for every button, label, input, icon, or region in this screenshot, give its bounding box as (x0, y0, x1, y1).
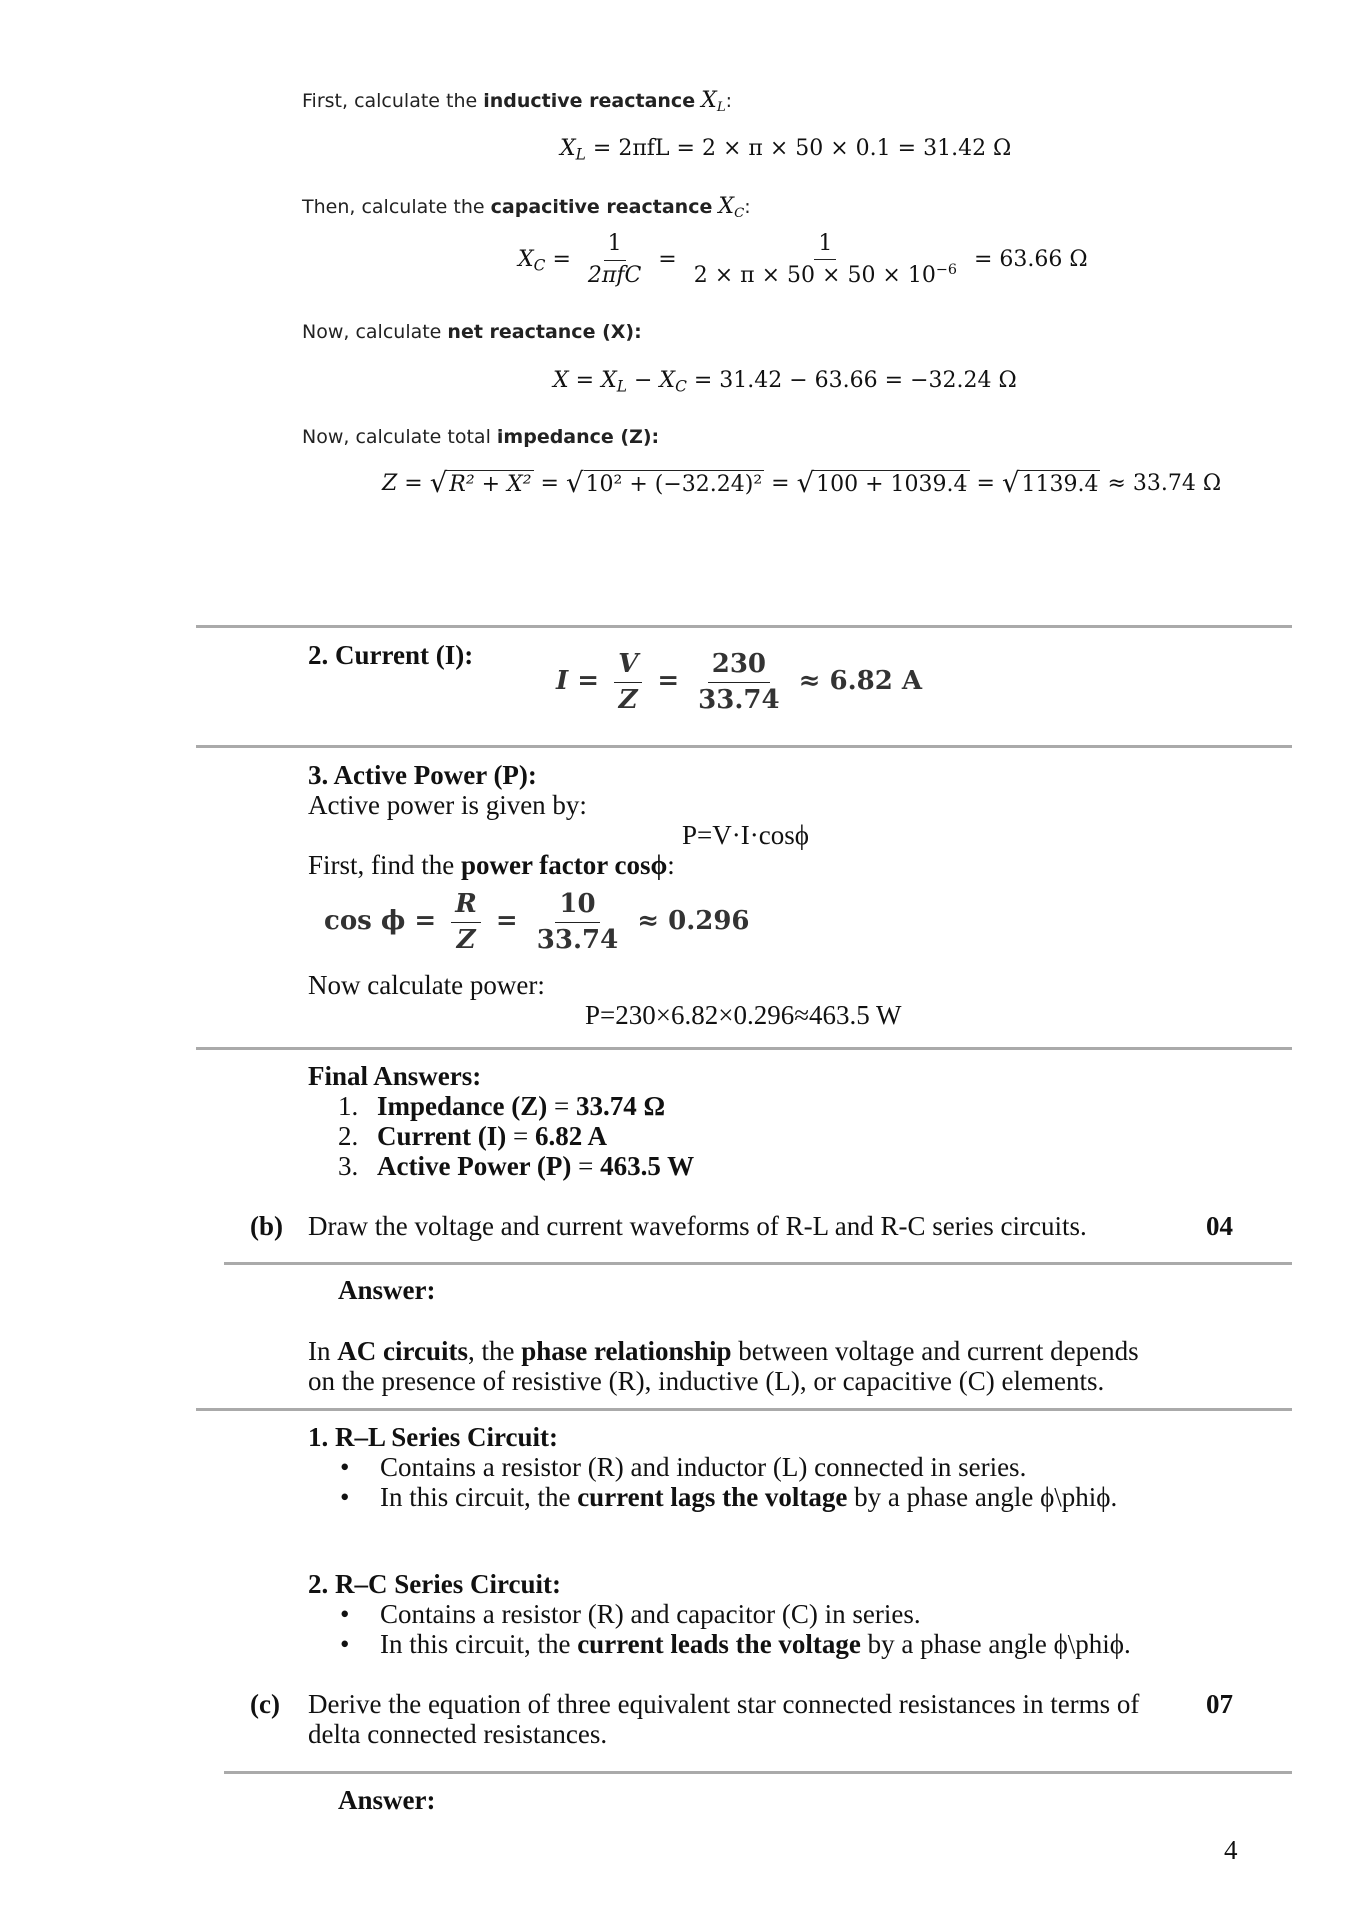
rc-bullet-1: Contains a resistor (R) and capacitor (C) in series. (380, 1599, 921, 1629)
net-eq-end: = 31.42 − 63.66 = −32.24 Ω (686, 368, 1017, 393)
rl-b2-post: by a phase angle ϕ\phiϕ. (854, 1482, 1118, 1512)
qb-paragraph-line-1 (308, 1336, 1139, 1366)
net-intro-line (302, 321, 642, 343)
current-f1-numerator: V (614, 650, 642, 683)
z-sqrt-2: √ 10² + (−32.24)² (565, 467, 763, 499)
xc-f2-numerator: 1 (814, 232, 836, 260)
current-eq-lhs: I = (556, 666, 599, 697)
final-item-value: 6.82 A (534, 1121, 607, 1151)
current-eq-sign: = (657, 666, 680, 697)
xl-symbol-sub: L (716, 99, 726, 115)
rc-heading: 2. R–C Series Circuit: (308, 1569, 561, 1599)
power-given-text: Active power is given by: (308, 790, 587, 820)
xc-f2-exponent: −6 (935, 262, 957, 279)
qb-p1-mid: , the (467, 1336, 515, 1366)
z-eq-sign-1: = (540, 470, 559, 496)
rl-bullet-2 (380, 1482, 1117, 1512)
question-b-text: Draw the voltage and current waveforms of R-L and R-C series circuits. (308, 1211, 1087, 1241)
xc-eq-lhs: X (518, 247, 534, 273)
z-intro-bold: impedance (Z): (496, 426, 660, 448)
divider (196, 745, 1292, 748)
xc-symbol-sub: C (734, 205, 745, 221)
xc-intro-bold: capacitive reactance (490, 196, 713, 218)
final-item-label: Impedance (Z) (377, 1091, 548, 1121)
page-number: 4 (1224, 1835, 1238, 1865)
question-c-label: (c) (250, 1689, 280, 1719)
question-c-line-2: delta connected resistances. (308, 1719, 608, 1749)
question-b-label: (b) (250, 1211, 283, 1241)
divider (224, 1771, 1292, 1774)
z-intro-line (302, 426, 659, 448)
final-item-label: Current (I) (377, 1121, 507, 1151)
power-calc-text: Now calculate power: (308, 970, 545, 1000)
z-radicand-3: 100 + 1039.4 (816, 472, 968, 497)
final-item-2 (338, 1121, 607, 1151)
current-fraction-2 (694, 650, 783, 714)
net-eq-sub1: L (616, 377, 627, 396)
divider (196, 625, 1292, 628)
cos-equation (324, 890, 750, 954)
final-item-label: Active Power (P) (377, 1151, 572, 1181)
power-factor-bold: power factor cosϕ (461, 850, 668, 880)
answer-label: Answer: (338, 1785, 436, 1815)
rc-b2-pre: In this circuit, the (380, 1629, 571, 1659)
xl-eq-lhs-sub: L (575, 145, 586, 164)
z-sqrt-4: √ 1139.4 (1001, 467, 1099, 499)
current-equation (556, 650, 922, 714)
qb-p1-bold-2: phase relationship (521, 1336, 732, 1366)
bullet: • (340, 1599, 350, 1629)
xc-intro-text: Then, calculate the (302, 196, 485, 218)
net-intro-text: Now, calculate (302, 321, 442, 343)
current-fraction-1 (614, 650, 642, 714)
qb-paragraph-line-2: on the presence of resistive (R), inductive (L), or capacitive (C) elements. (308, 1366, 1105, 1396)
power-heading: 3. Active Power (P): (308, 760, 537, 790)
cos-eq-result: ≈ 0.296 (637, 906, 750, 937)
z-eq-sign-2: = (771, 470, 790, 496)
final-item-equals: = (506, 1121, 535, 1151)
cos-eq-lhs: cos ϕ = (324, 906, 437, 937)
xl-equation (560, 136, 1011, 164)
xc-equation: $X_C$ = $\frac{1}{\text{2πfC}}$ = $\frac{1}{2 \times \pi \times 50 \times 50 \times 10^{-6}}$ = 63.66 Ω (518, 231, 1088, 289)
cos-f1-numerator: R (451, 890, 481, 923)
final-item-equals: = (547, 1091, 576, 1121)
xc-symbol: X (718, 194, 735, 219)
xc-fraction-1 (584, 232, 645, 287)
final-heading: Final Answers: (308, 1061, 482, 1091)
xc-eq-lhs-sub: C (533, 256, 546, 275)
net-eq-sub2: C (675, 377, 687, 396)
divider (196, 1408, 1292, 1411)
qb-p1-post: between voltage and current depends (738, 1336, 1139, 1366)
question-b-marks: 04 (1206, 1211, 1233, 1241)
final-item-3 (338, 1151, 694, 1181)
xl-intro-line: First, calculate the inductive reactance $X_L$: (302, 88, 733, 115)
impedance-equation (382, 467, 1222, 499)
cos-fraction-2 (533, 890, 622, 954)
rc-b2-bold: current leads the voltage (577, 1629, 861, 1659)
z-sqrt-3: √ 100 + 1039.4 (796, 467, 968, 499)
xc-eq-result: = 63.66 Ω (973, 247, 1088, 273)
power-factor-pre: First, find the (308, 850, 455, 880)
rc-b2-post: by a phase angle ϕ\phiϕ. (867, 1629, 1131, 1659)
final-item-1 (338, 1091, 665, 1121)
net-eq-mid: − X (626, 368, 676, 393)
qb-p1-bold-1: AC circuits (337, 1336, 468, 1366)
z-radicand-2: 10² + (−32.24)² (585, 472, 763, 497)
final-item-number: 3. (338, 1151, 359, 1181)
bullet: • (340, 1452, 350, 1482)
cos-f1-denominator: Z (456, 924, 476, 955)
final-item-number: 1. (338, 1091, 359, 1121)
net-intro-bold: net reactance (X): (447, 321, 642, 343)
answer-label: Answer: (338, 1275, 436, 1305)
xc-f2-denominator: 2 × π × 50 × 50 × 10 (693, 263, 936, 289)
rc-bullet-2 (380, 1629, 1131, 1659)
power-factor-post: : (667, 850, 675, 880)
z-radicand-1: R² + X² (449, 472, 532, 497)
z-intro-text: Now, calculate total (302, 426, 491, 448)
xc-fraction-2 (690, 232, 961, 288)
xl-intro-text: First, calculate the (302, 90, 478, 112)
rl-b2-pre: In this circuit, the (380, 1482, 571, 1512)
z-sqrt-1: √ R² + X² (429, 467, 532, 499)
cos-fraction-1 (451, 890, 481, 954)
z-eq-lhs: Z = (382, 470, 423, 496)
qb-p1-pre: In (308, 1336, 331, 1366)
xc-intro-line: Then, calculate the capacitive reactance $X_C$: (302, 194, 751, 221)
net-eq-start: X = X (553, 368, 617, 393)
divider (196, 1047, 1292, 1050)
question-c-marks: 07 (1206, 1689, 1233, 1719)
current-f1-denominator: Z (618, 684, 638, 715)
xc-f1-numerator: 1 (604, 232, 626, 260)
cos-f2-numerator: 10 (555, 890, 599, 923)
z-eq-result: ≈ 33.74 Ω (1107, 470, 1222, 496)
question-c-line-1: Derive the equation of three equivalent star connected resistances in terms of (308, 1689, 1140, 1719)
xl-eq-lhs: X (560, 136, 576, 161)
power-factor-line (308, 850, 675, 880)
power-calc-equation: P=230×6.82×0.296≈463.5 W (585, 1000, 902, 1030)
rl-b2-bold: current lags the voltage (577, 1482, 848, 1512)
final-item-equals: = (571, 1151, 601, 1181)
rl-bullet-1: Contains a resistor (R) and inductor (L) connected in series. (380, 1452, 1027, 1482)
current-eq-result: ≈ 6.82 A (798, 666, 923, 697)
current-f2-numerator: 230 (708, 650, 770, 683)
power-formula: P=V·I·cosϕ (682, 820, 809, 850)
divider (224, 1262, 1292, 1265)
final-item-value: 463.5 W (600, 1151, 695, 1181)
xl-eq-body: = 2πfL = 2 × π × 50 × 0.1 = 31.42 Ω (592, 136, 1012, 161)
bullet: • (340, 1482, 350, 1512)
xl-intro-bold: inductive reactance (483, 90, 696, 112)
cos-eq-sign: = (495, 906, 518, 937)
current-f2-denominator: 33.74 (698, 684, 780, 715)
final-item-value: 33.74 Ω (575, 1091, 666, 1121)
current-heading: 2. Current (I): (308, 640, 474, 670)
xl-symbol: X (701, 88, 717, 113)
final-item-number: 2. (338, 1121, 359, 1151)
xc-f1-denominator: 2πfC (587, 262, 642, 288)
z-radicand-4: 1139.4 (1021, 472, 1099, 497)
z-eq-sign-3: = (976, 470, 995, 496)
bullet: • (340, 1629, 350, 1659)
cos-f2-denominator: 33.74 (536, 924, 619, 955)
rl-heading: 1. R–L Series Circuit: (308, 1422, 558, 1452)
net-equation (553, 368, 1017, 396)
